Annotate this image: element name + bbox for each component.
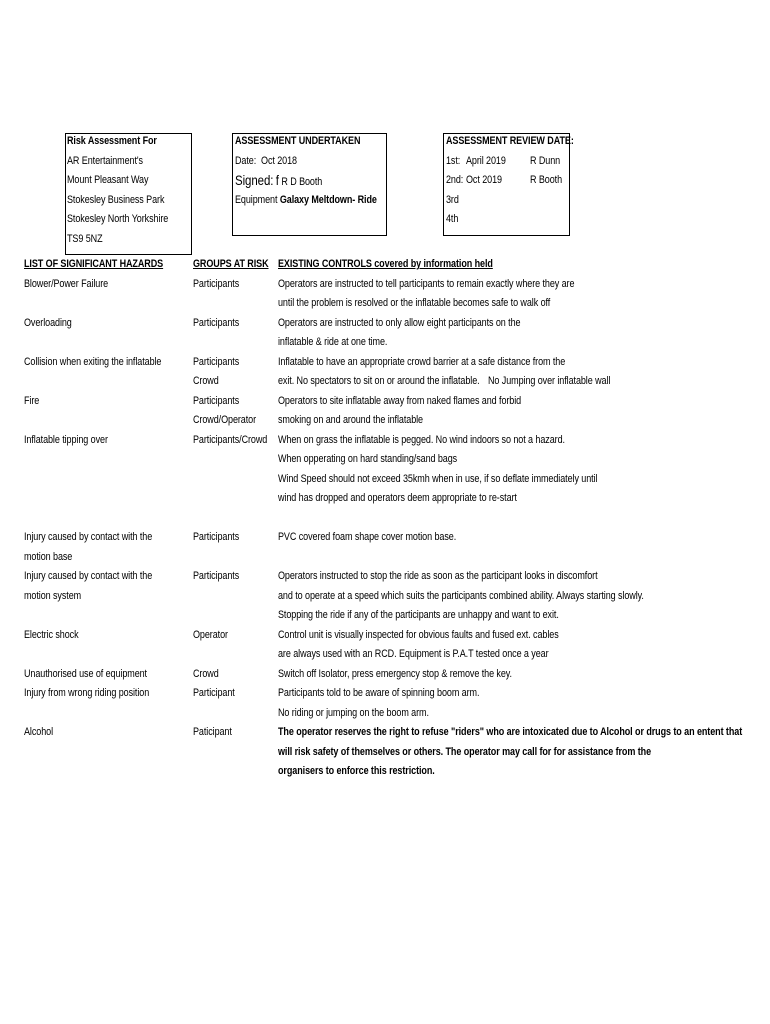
undertaken-title: ASSESSMENT UNDERTAKEN [235,135,361,147]
review-title: ASSESSMENT REVIEW DATE: [446,135,574,147]
control-cell: Stopping the ride if any of the participants are unhappy and want to exit. [278,609,559,621]
risk-for-line: Stokesley Business Park [67,193,165,206]
control-cell: When on grass the inflatable is pegged. No wind indoors so not a hazard. [278,433,565,446]
review-by-name: R Booth [530,174,563,186]
equipment-value: Galaxy Meltdown- Ride [279,193,377,206]
hazard-cell: Electric shock [24,628,79,641]
review-num: 3rd [446,193,459,206]
control-cell: wind has dropped and operators deem appropriate to re-start [278,492,517,504]
review-num: 4th [446,213,459,225]
control-note: No Jumping over inflatable wall [488,375,611,387]
group-cell: Crowd [193,667,219,680]
controls-column-header: EXISTING CONTROLS covered by information held [278,258,493,270]
group-cell: Crowd/Operator [193,414,257,426]
equipment-line [235,191,377,211]
group-cell: Paticipant [193,726,232,738]
hazard-cell: Injury from wrong riding position [24,687,150,699]
review-num: 1st: [446,154,461,167]
hazard-cell: Unauthorised use of equipment [24,667,147,680]
control-cell: will risk safety of themselves or others. The operator may call for for assistance from the [278,745,652,758]
group-cell: Participants [193,316,240,329]
control-cell: until the problem is resolved or the inflatable becomes safe to walk off [278,297,551,309]
signed-line [235,171,377,191]
control-cell: The operator reserves the right to refuse "riders" who are intoxicated due to Alcohol or drugs to an entent that [278,726,743,738]
hazard-cell: motion base [24,550,73,563]
group-cell: Participants [193,355,240,368]
group-cell: Crowd [193,375,219,387]
risk-for-title: Risk Assessment For [67,135,157,147]
risk-for-line: Stokesley North Yorkshire [67,213,169,225]
control-cell: Switch off Isolator, press emergency stop & remove the key. [278,667,512,680]
signed-label: Signed: [235,172,274,188]
hazard-cell: Overloading [24,316,72,329]
hazards-column-header: LIST OF SIGNIFICANT HAZARDS [24,258,164,270]
control-cell: PVC covered foam shape cover motion base. [278,531,457,543]
control-cell: smoking on and around the inflatable [278,414,423,426]
control-cell: Control unit is visually inspected for obvious faults and fused ext. cables [278,628,559,641]
hazard-cell: Alcohol [24,726,54,738]
review-block [446,132,574,152]
group-cell: Participant [193,687,235,699]
control-cell: and to operate at a speed which suits the participants combined ability. Always starting slowly. [278,589,644,602]
signed-value: R D Booth [281,176,323,188]
hazard-cell: Injury caused by contact with the [24,570,153,582]
control-cell: Wind Speed should not exceed 35kmh when in use, if so deflate immediately until [278,472,598,485]
risk-for-block [67,132,168,249]
risk-for-line: Mount Pleasant Way [67,174,149,186]
assessment-date [235,152,377,172]
control-cell: When opperating on hard standing/sand bags [278,453,458,465]
control-cell: exit. No spectators to sit on or around the inflatable. [278,375,480,387]
hazard-cell: Injury caused by contact with the [24,531,153,543]
hazard-cell: Fire [24,394,40,407]
hazard-cell: motion system [24,589,82,602]
group-cell: Participants [193,394,240,407]
control-cell: organisers to enforce this restriction. [278,765,435,777]
date-value: Oct 2018 [261,154,297,167]
review-dates [466,152,506,191]
control-cell: Inflatable to have an appropriate crowd barrier at a safe distance from the [278,355,566,368]
control-cell: Operators are instructed to tell participants to remain exactly where they are [278,277,575,290]
risk-for-line: AR Entertainment's [67,154,143,167]
undertaken-block [235,132,377,210]
hazard-cell: Collision when exiting the inflatable [24,355,162,368]
group-cell: Participants [193,570,240,582]
date-label: Date: [235,154,257,167]
review-date: Oct 2019 [466,174,502,186]
review-num: 2nd: [446,174,464,186]
equipment-label: Equipment [235,193,278,206]
risk-for-line: TS9 5NZ [67,232,103,245]
hazard-cell: Inflatable tipping over [24,433,108,446]
group-cell: Participants [193,277,240,290]
group-cell: Operator [193,628,228,641]
control-cell: Operators instructed to stop the ride as soon as the participant looks in discomfort [278,570,598,582]
control-cell: are always used with an RCD. Equipment is P.A.T tested once a year [278,648,549,660]
control-cell: inflatable & ride at one time. [278,336,388,348]
control-cell: Operators to site inflatable away from naked flames and forbid [278,394,522,407]
group-cell: Participants [193,531,240,543]
groups-column-header: GROUPS AT RISK [193,258,269,270]
control-cell: Participants told to be aware of spinning boom arm. [278,687,480,699]
review-nums [446,152,463,230]
review-by [530,152,562,191]
signature-mark: f [275,172,279,188]
review-by-name: R Dunn [530,154,561,167]
review-date: April 2019 [466,154,506,167]
hazard-cell: Blower/Power Failure [24,277,109,290]
group-cell: Participants/Crowd [193,433,268,446]
control-cell: No riding or jumping on the boom arm. [278,706,429,719]
control-cell: Operators are instructed to only allow eight participants on the [278,316,521,329]
